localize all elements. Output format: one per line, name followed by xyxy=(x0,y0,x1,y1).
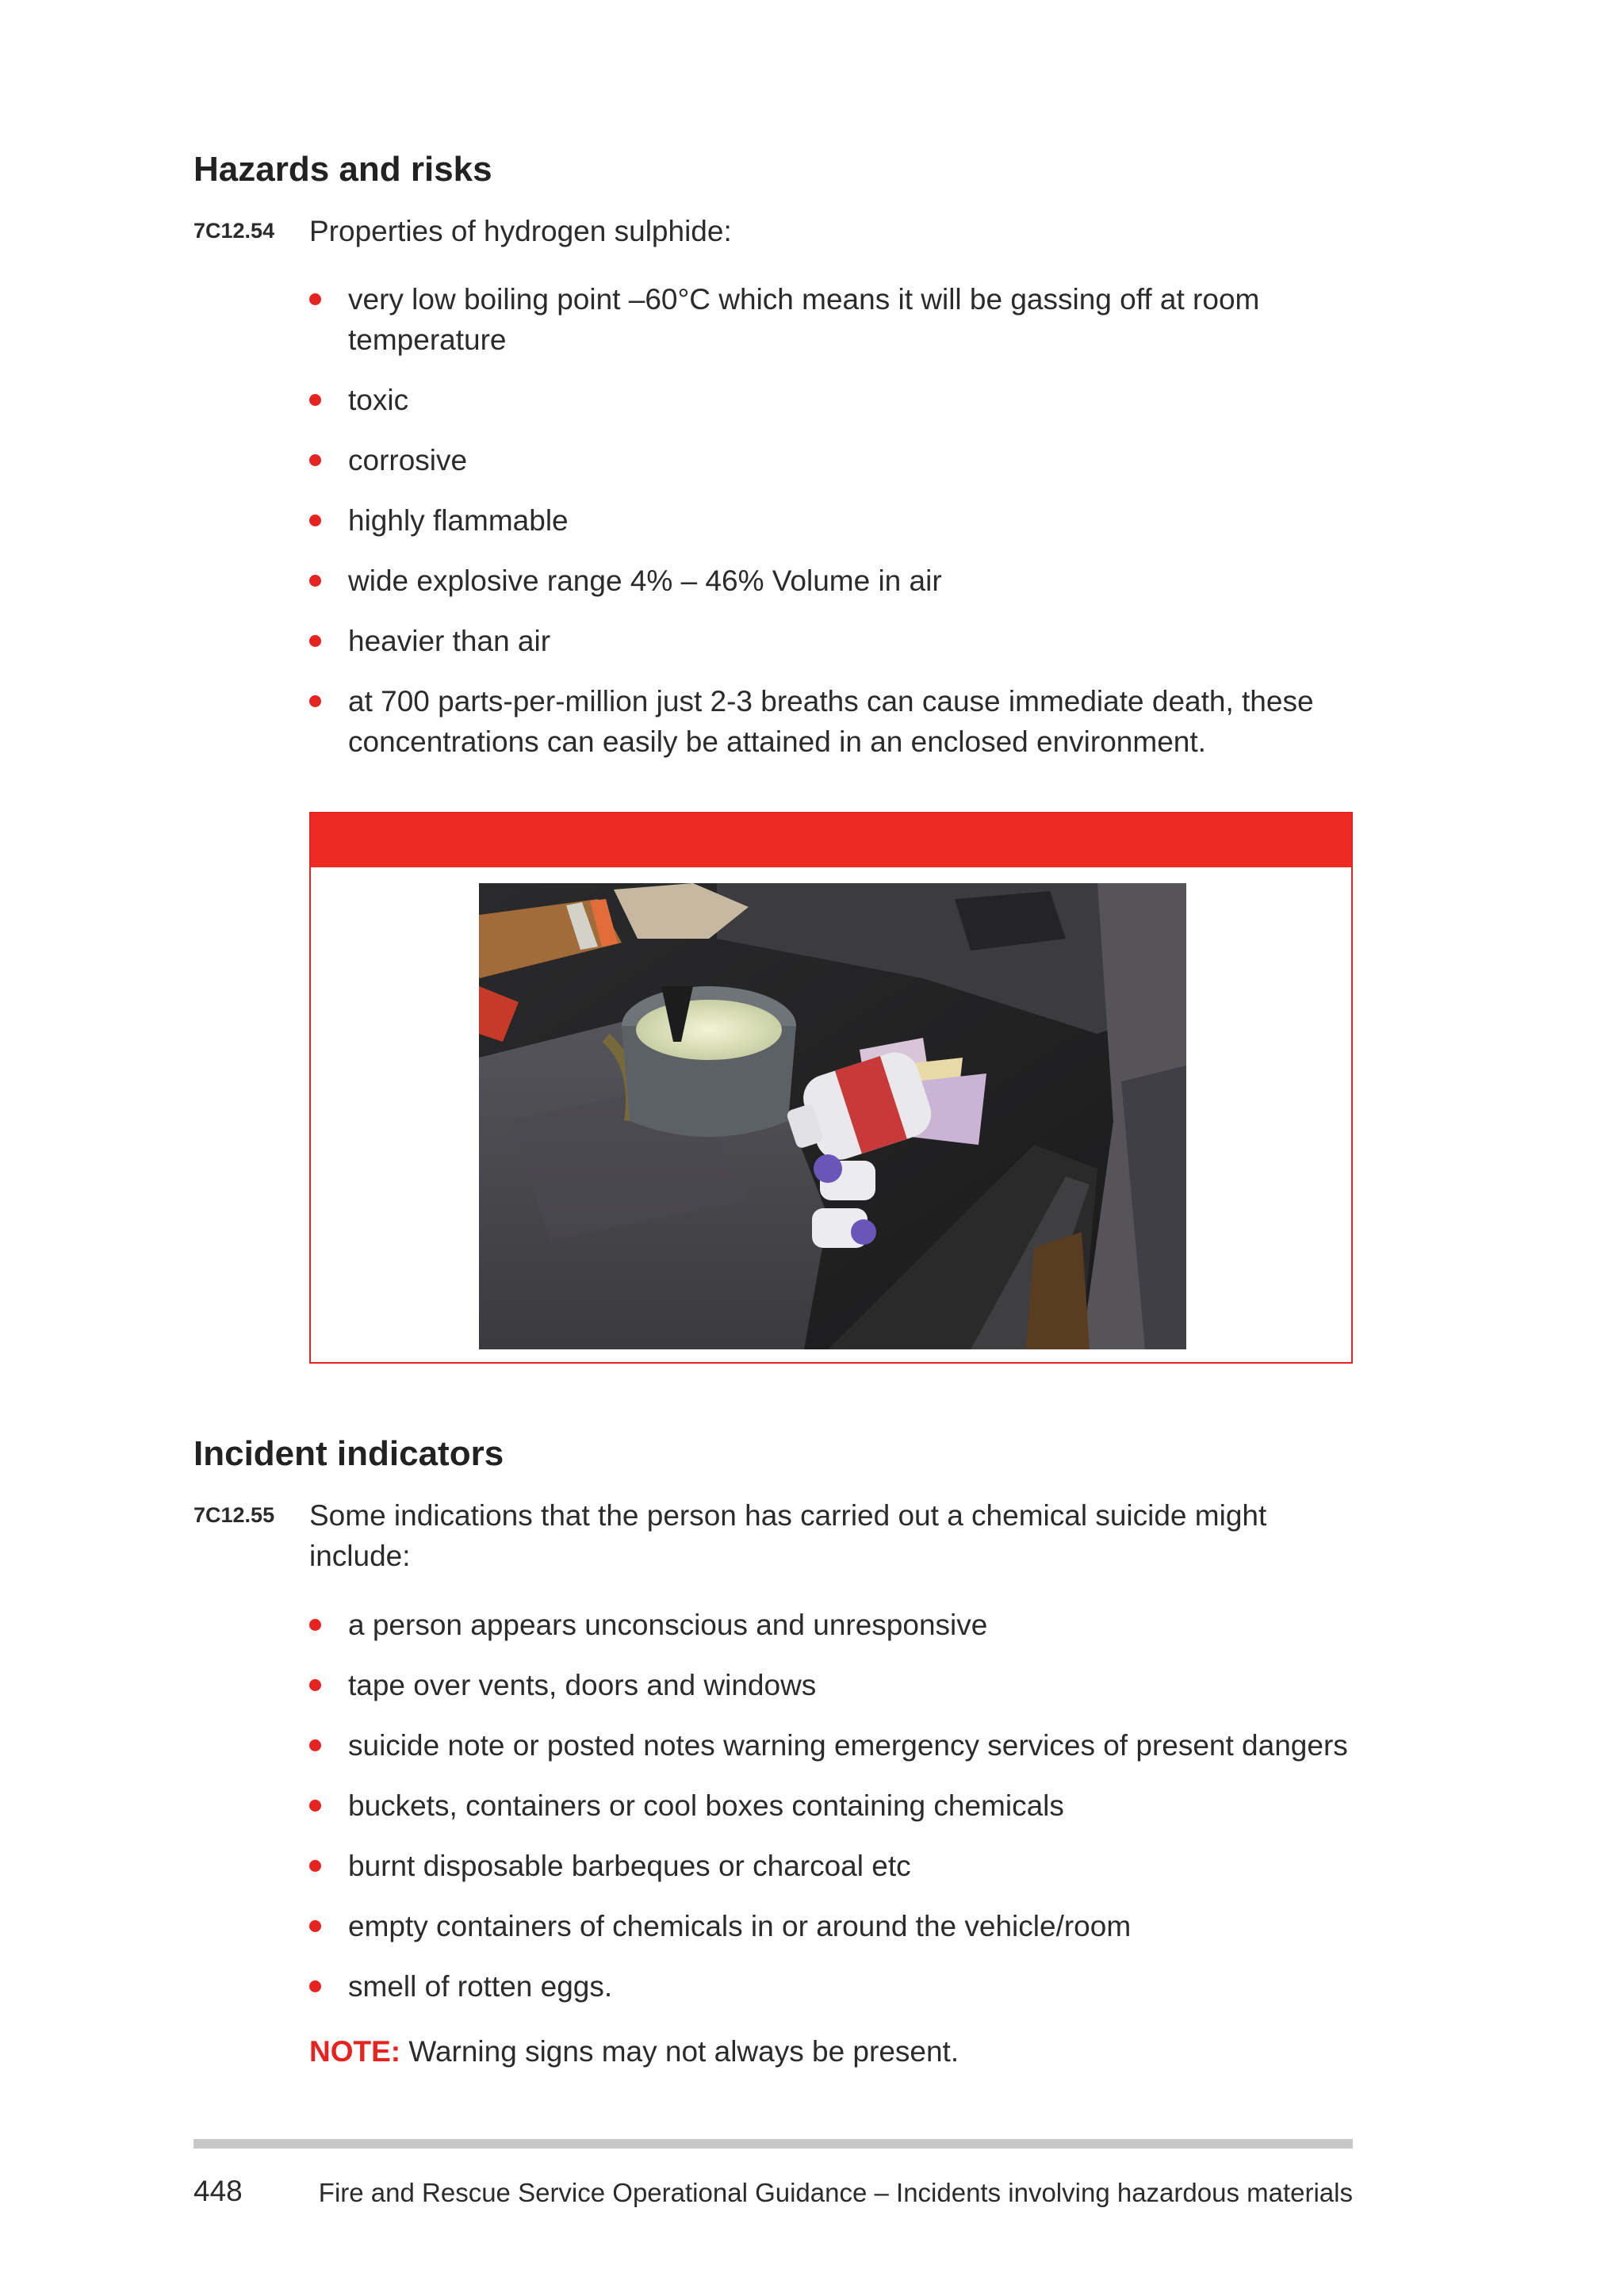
footer-rule xyxy=(193,2139,1353,2149)
bullet-icon xyxy=(309,1920,321,1932)
section-heading-hazards: Hazards and risks xyxy=(193,150,492,189)
list-item: suicide note or posted notes warning emergency services of present dangers xyxy=(309,1725,1372,1766)
bullet-icon xyxy=(309,1800,321,1812)
list-item: highly flammable xyxy=(309,500,1372,541)
section-heading-incident-indicators: Incident indicators xyxy=(193,1434,504,1473)
bullet-icon xyxy=(309,454,321,466)
bullet-icon xyxy=(309,293,321,305)
figure-header-bar xyxy=(311,813,1351,867)
bullet-icon xyxy=(309,1860,321,1872)
list-item: heavier than air xyxy=(309,621,1372,661)
incident-indicators-list xyxy=(309,1605,1372,2026)
list-item: wide explosive range 4% – 46% Volume in air xyxy=(309,561,1372,601)
note-text: Warning signs may not always be present. xyxy=(400,2035,959,2068)
footer-title: Fire and Rescue Service Operational Guidance – Incidents involving hazardous materials xyxy=(318,2178,1353,2207)
list-item: burnt disposable barbeques or charcoal etc xyxy=(309,1846,1372,1886)
list-item: corrosive xyxy=(309,440,1372,480)
note-label: NOTE: xyxy=(309,2035,401,2068)
paragraph-number: 7C12.55 xyxy=(193,1503,275,1527)
list-item: smell of rotten eggs. xyxy=(309,1966,1372,2007)
bullet-icon xyxy=(309,1980,321,1992)
list-item: buckets, containers or cool boxes containing chemicals xyxy=(309,1785,1372,1826)
list-item: empty containers of chemicals in or around the vehicle/room xyxy=(309,1906,1372,1946)
paragraph-number: 7C12.54 xyxy=(193,219,275,243)
bullet-icon xyxy=(309,635,321,647)
list-item: very low boiling point –60°C which means it will be gassing off at room temperature xyxy=(309,279,1372,360)
page-number: 448 xyxy=(193,2175,243,2207)
bullet-icon xyxy=(309,695,321,707)
note xyxy=(309,2031,1372,2072)
photo-illustration xyxy=(479,883,1186,1349)
list-item: at 700 parts-per-million just 2-3 breaths can cause immediate death, these concentrations can easily be attained in an enclosed environment. xyxy=(309,681,1372,762)
car-interior-chemical-photo xyxy=(479,883,1186,1349)
bullet-icon xyxy=(309,1679,321,1691)
bullet-icon xyxy=(309,1619,321,1631)
paragraph-text: Some indications that the person has carried out a chemical suicide might include: xyxy=(309,1499,1267,1572)
list-item: toxic xyxy=(309,380,1372,420)
bullet-icon xyxy=(309,515,321,526)
bullet-icon xyxy=(309,394,321,406)
bullet-icon xyxy=(309,1739,321,1751)
hydrogen-sulphide-properties-list xyxy=(309,279,1372,782)
list-item: tape over vents, doors and windows xyxy=(309,1665,1372,1705)
paragraph-text: Properties of hydrogen sulphide: xyxy=(309,215,732,247)
list-item: a person appears unconscious and unresponsive xyxy=(309,1605,1372,1645)
figure-box xyxy=(309,812,1353,1364)
bullet-icon xyxy=(309,575,321,587)
